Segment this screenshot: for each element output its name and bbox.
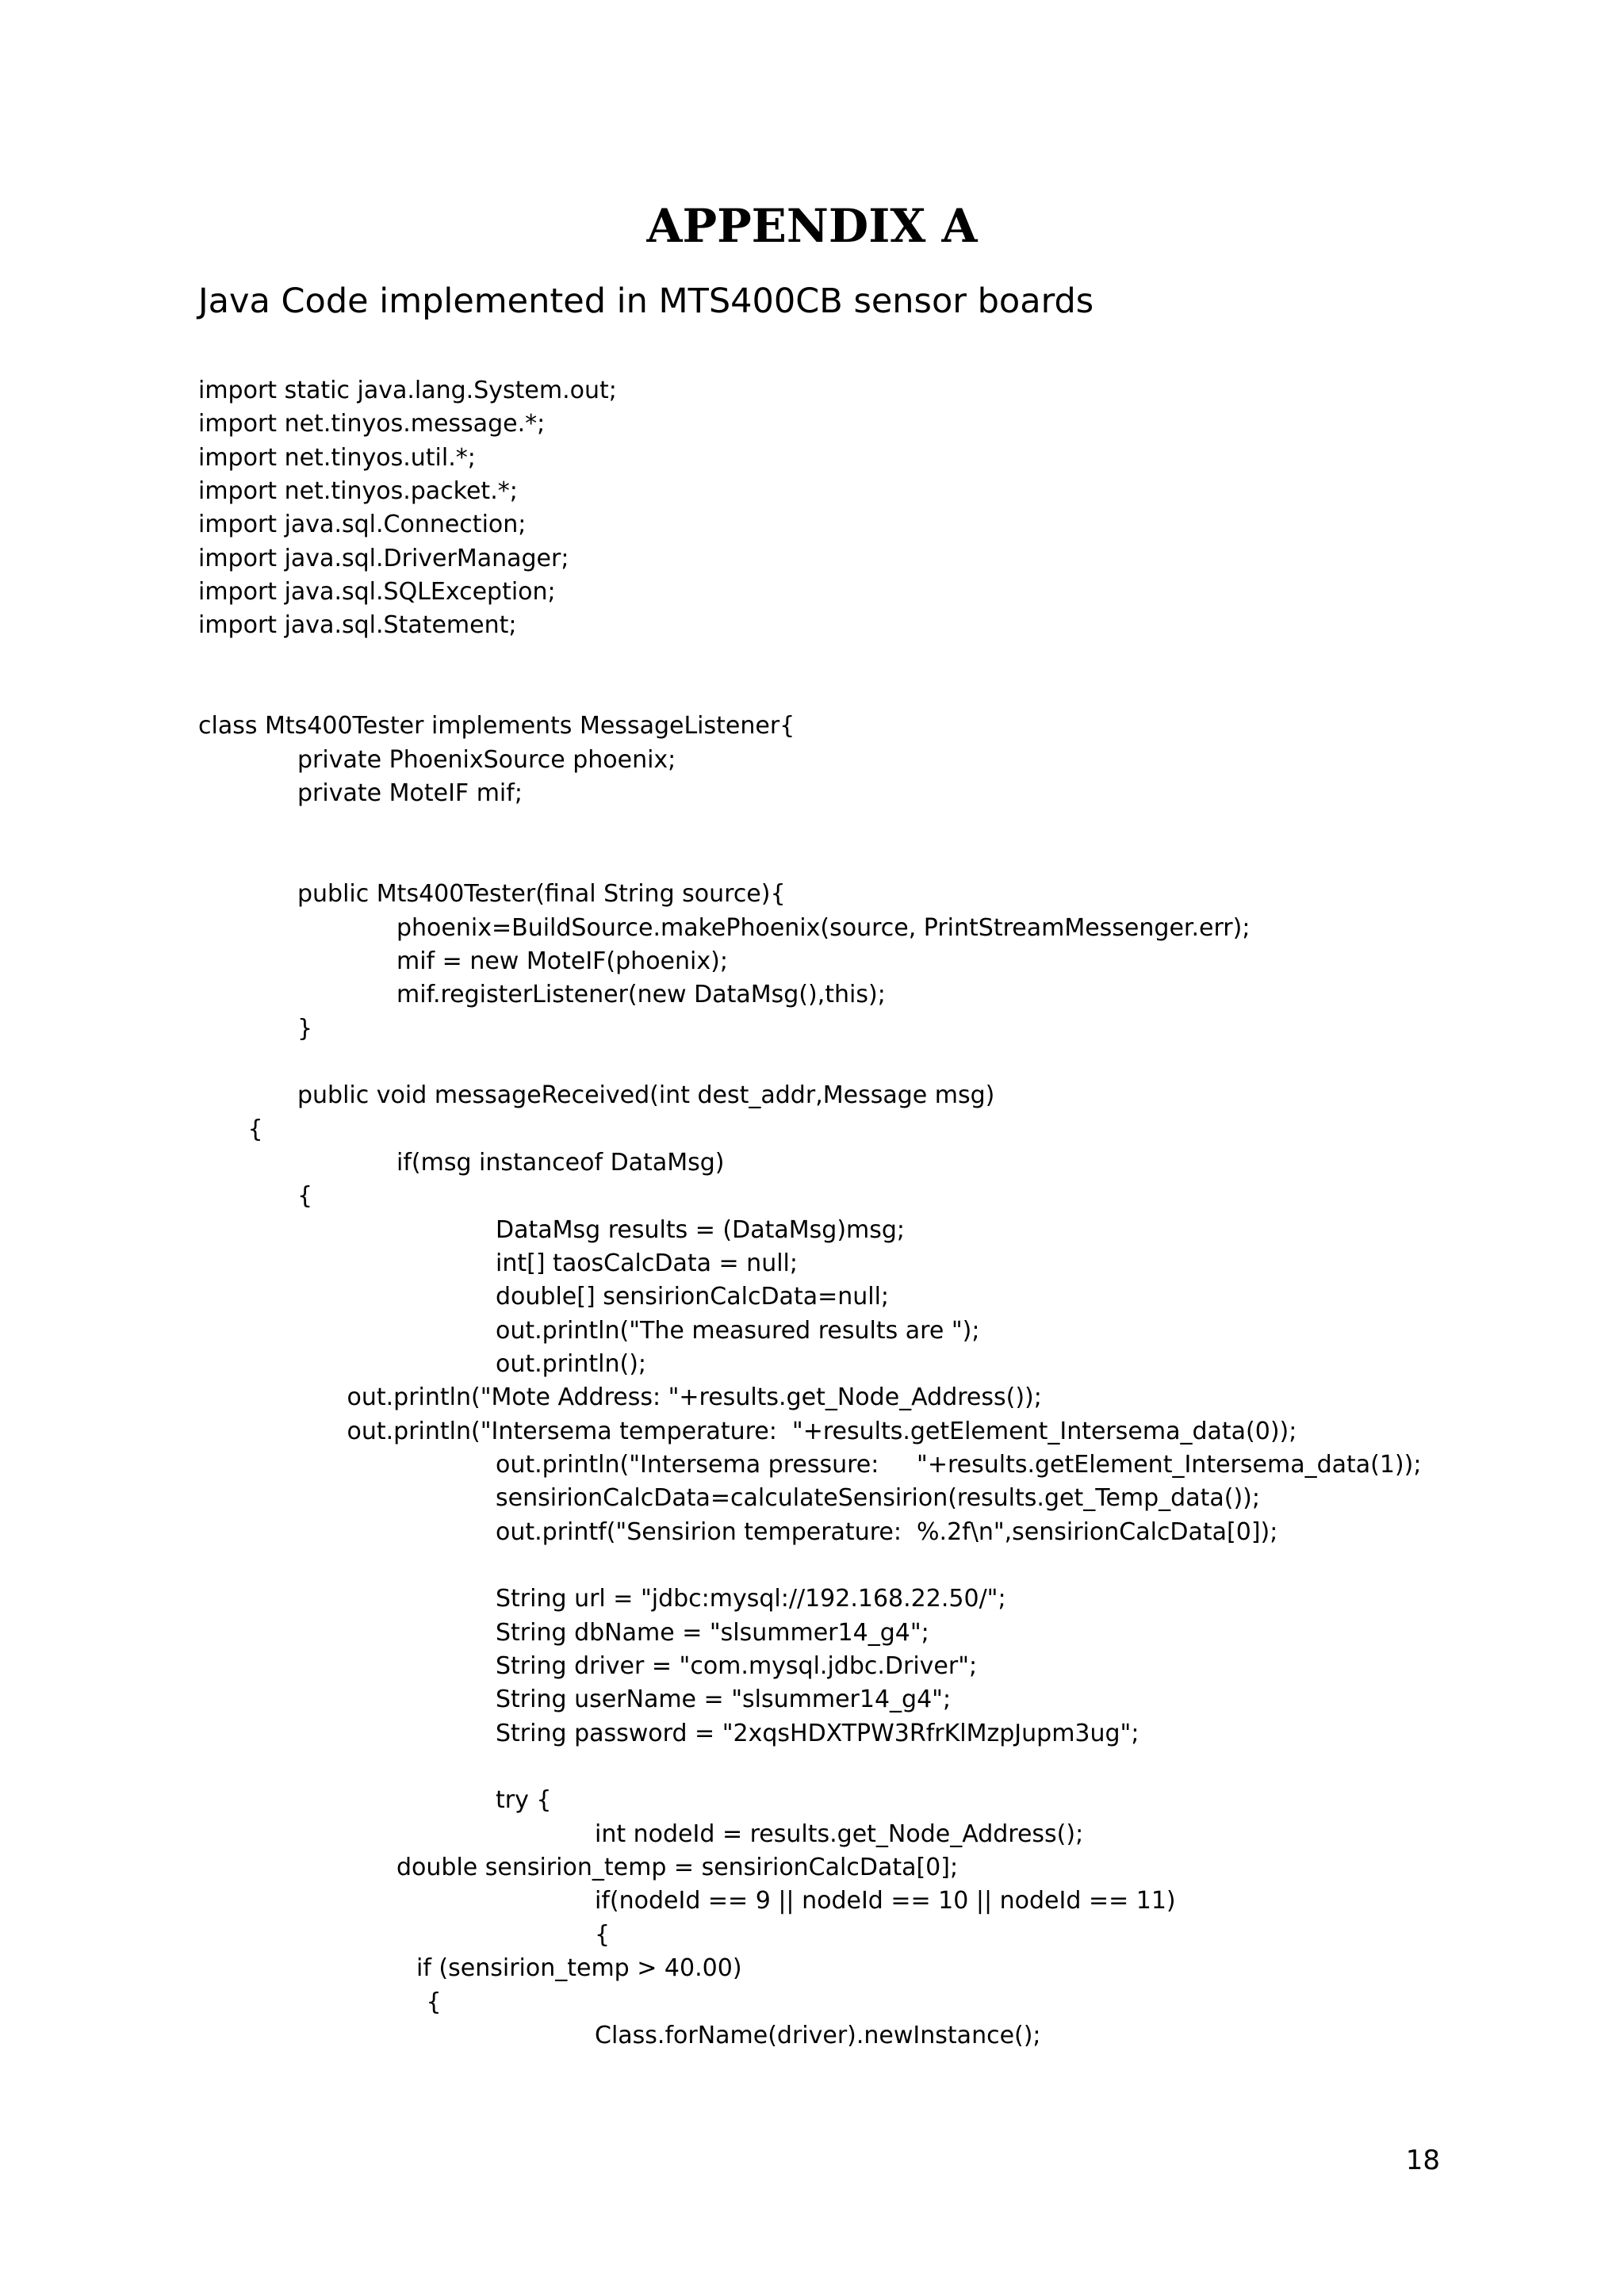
code-line: String password = "2xqsHDXTPW3RfrKlMzpJupm3ug";: [496, 1719, 1139, 1747]
code-line: if (sensirion_temp > 40.00): [416, 1954, 742, 1983]
code-line: out.println("The measured results are ");: [496, 1316, 980, 1345]
code-line: import java.sql.Statement;: [198, 611, 517, 640]
code-line: Class.forName(driver).newInstance();: [595, 2021, 1041, 2049]
code-line: out.println("Intersema pressure: "+results.getElement_Intersema_data(1));: [496, 1451, 1422, 1479]
code-line: {: [595, 1920, 611, 1949]
code-line: String url = "jdbc:mysql://192.168.22.50/";: [496, 1585, 1006, 1613]
code-line: mif.registerListener(new DataMsg(),this);: [396, 981, 886, 1009]
code-line: import static java.lang.System.out;: [198, 377, 617, 404]
code-line: [198, 1751, 1546, 1784]
code-line: public void messageReceived(int dest_addr,Message msg): [297, 1081, 995, 1110]
code-line: String dbName = "slsummer14_g4";: [496, 1618, 929, 1647]
appendix-heading: APPENDIX A: [646, 199, 978, 253]
code-line: private PhoenixSource phoenix;: [297, 745, 676, 774]
code-line: [198, 1549, 1546, 1582]
code-line: }: [297, 1014, 313, 1043]
code-line: [198, 643, 1546, 676]
code-line: import net.tinyos.message.*;: [198, 410, 546, 438]
code-line: {: [426, 1988, 442, 2016]
code-line: import java.sql.Connection;: [198, 511, 527, 539]
code-line: phoenix=BuildSource.makePhoenix(source, PrintStreamMessenger.err);: [396, 913, 1251, 942]
code-line: import net.tinyos.packet.*;: [198, 477, 518, 506]
code-line: {: [247, 1115, 263, 1143]
code-line: double sensirion_temp = sensirionCalcData[0];: [396, 1854, 959, 1882]
code-line: out.println("Intersema temperature: "+results.getElement_Intersema_data(0));: [347, 1417, 1297, 1445]
code-line: {: [297, 1182, 313, 1211]
code-line: import net.tinyos.util.*;: [198, 443, 476, 472]
code-line: out.println("Mote Address: "+results.get_Node_Address());: [347, 1383, 1042, 1412]
code-line: String userName = "slsummer14_g4";: [496, 1686, 952, 1714]
code-line: [198, 1046, 1546, 1079]
code-line: public Mts400Tester(final String source){: [297, 880, 786, 909]
code-line: String driver = "com.mysql.jdbc.Driver";: [496, 1652, 978, 1681]
code-line: import java.sql.DriverManager;: [198, 544, 569, 572]
code-line: if(msg instanceof DataMsg): [396, 1148, 725, 1177]
code-listing: [198, 374, 1546, 2053]
code-line: if(nodeId == 9 || nodeId == 10 || nodeId == 11): [595, 1887, 1176, 1915]
code-line: out.println();: [496, 1349, 647, 1378]
code-line: out.printf("Sensirion temperature: %.2f\n",sensirionCalcData[0]);: [496, 1517, 1278, 1546]
code-line: DataMsg results = (DataMsg)msg;: [496, 1215, 906, 1244]
appendix-subheading: Java Code implemented in MTS400CB sensor boards: [198, 281, 1094, 321]
code-line: sensirionCalcData=calculateSensirion(results.get_Temp_data());: [496, 1484, 1260, 1513]
code-line: mif = new MoteIF(phoenix);: [396, 947, 728, 975]
page-number: 18: [1405, 2145, 1440, 2176]
code-line: [198, 844, 1546, 878]
code-line: class Mts400Tester implements MessageListener{: [198, 712, 795, 740]
code-line: double[] sensirionCalcData=null;: [496, 1283, 890, 1311]
code-line: private MoteIF mif;: [297, 779, 523, 808]
code-line: import java.sql.SQLException;: [198, 578, 556, 607]
code-line: [198, 810, 1546, 844]
code-line: int[] taosCalcData = null;: [496, 1249, 798, 1277]
code-line: int nodeId = results.get_Node_Address();: [595, 1820, 1084, 1848]
code-line: try {: [496, 1786, 552, 1815]
code-line: [198, 676, 1546, 710]
